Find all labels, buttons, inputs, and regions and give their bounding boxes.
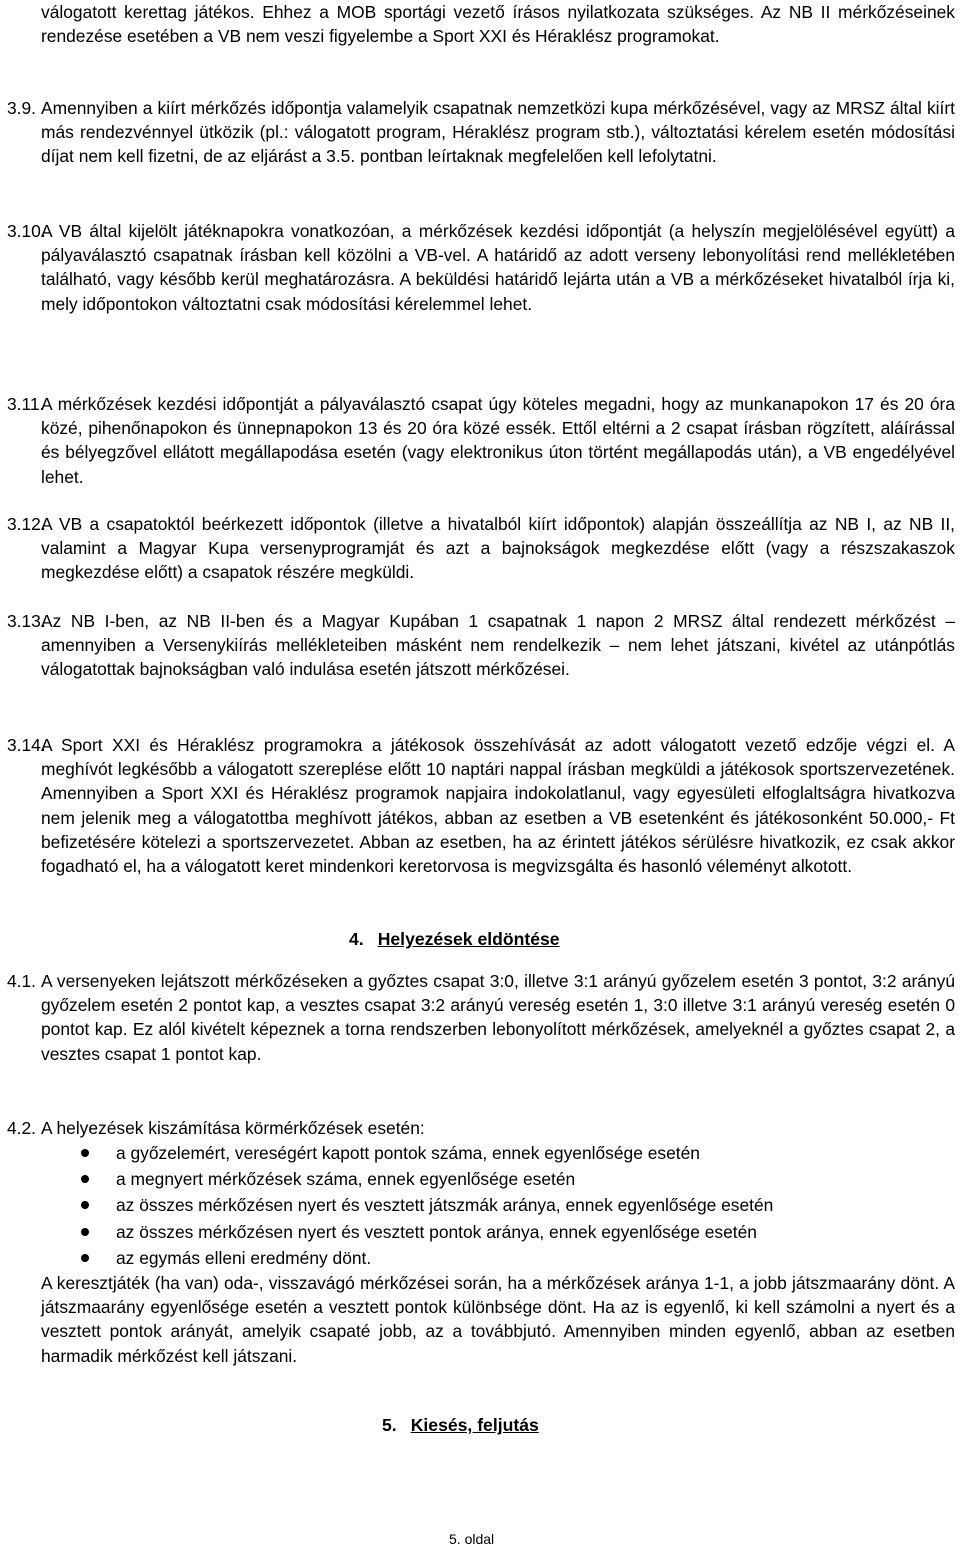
section-number: 3.12. xyxy=(7,514,46,534)
section-number: 3.14. xyxy=(7,735,46,755)
section-number: 3.10. xyxy=(7,221,46,241)
section-3-12 xyxy=(7,512,955,585)
bullet-icon xyxy=(81,1254,89,1262)
list-item: az összes mérkőzésen nyert és vesztett játszmák aránya, ennek egyenlősége esetén xyxy=(41,1192,955,1218)
bullet-icon xyxy=(81,1149,89,1157)
section-text: A mérkőzések kezdési időpontját a pályaválasztó csapat úgy köteles megadni, hogy az munkanapokon 17 és 20 óra közé, pihenőnapokon és ünnepnapokon 13 és 20 óra közé essék. Ettől eltérni a 2 csapat írásban rögzített, aláírással és bélyegzővel ellátott megállapodása esetén (vagy elektronikus úton történt megállapodás után), a VB engedélyével lehet. xyxy=(41,394,955,487)
section-number: 3.9. xyxy=(7,98,37,118)
section-text: A Sport XXI és Héraklész programokra a játékosok összehívását az adott válogatott vezető edzője végzi el. A meghívót legkésőbb a válogatott szereplése előtt 10 naptári nappal írásban megküldi a játékosok sportszervezetének. Amennyiben a Sport XXI és Héraklész programok napjaira indokolatlanul, vagy egyesületi elfoglaltságra hivatkozva nem jelenik meg a válogatottba meghívott játékos, abban az esetben a VB esetenként és játékosonként 50.000,- Ft befizetésére kötelezi a sportszervezetet. Abban az esetben, ha az érintett játékos sérülésre hivatkozik, ez csak akkor fogadható el, ha a válogatott keret mindenkori keretorvosa is megvizsgálta és hasonló véleményt alkotott. xyxy=(41,735,955,877)
bullet-icon xyxy=(81,1175,89,1183)
section-heading-5 xyxy=(382,1413,539,1437)
list-item: az egymás elleni eredmény dönt. xyxy=(41,1245,955,1271)
bullet-icon xyxy=(81,1228,89,1236)
list-item: a győzelemért, vereségért kapott pontok száma, ennek egyenlősége esetén xyxy=(41,1140,955,1166)
section-4-2 xyxy=(7,1116,955,1140)
section-3-14 xyxy=(7,733,955,878)
intro-paragraph xyxy=(41,0,955,48)
paragraph-text: A keresztjáték (ha van) oda-, visszavágó mérkőzései során, ha a mérkőzések aránya 1-1, a jobb játszmaarány dönt. A játszmaarány egyenlősége esetén a vesztett pontok különbsége dönt. Ha az is egyenlő, ki kell számolni a nyert és a vesztett pontok arányát, amelyik csapaté jobb, az a továbbjutó. Amennyiben minden egyenlő, abban az esetben harmadik mérkőzést kell játszani. xyxy=(41,1273,955,1366)
bullet-icon xyxy=(81,1201,89,1209)
section-text: A versenyeken lejátszott mérkőzéseken a győztes csapat 3:0, illetve 3:1 arányú győzelem esetén 3 pontot, 3:2 arányú győzelem esetén 2 pontot kap, a vesztes csapat 3:2 arányú vereség esetén 1, 3:0 illetve 3:1 arányú vereség esetén 0 pontot kap. Ez alól kivételt képeznek a torna rendszerben lebonyolított mérkőzések, amelyeknél a győztes csapat 2, a vesztes csapat 1 pontot kap. xyxy=(41,971,955,1064)
intro-text: válogatott kerettag játékos. Ehhez a MOB sportági vezető írásos nyilatkozata szükséges. Az NB II mérkőzéseinek rendezése esetében a VB nem veszi figyelembe a Sport XXI és Héraklész programokat. xyxy=(41,2,955,47)
heading-number: 4. xyxy=(349,929,364,949)
section-number: 3.11. xyxy=(7,394,45,414)
section-text: Amennyiben a kiírt mérkőzés időpontja valamelyik csapatnak nemzetközi kupa mérkőzésével, vagy az MRSZ által kiírt más rendezvénnyel ütközik (pl.: válogatott program, Héraklész program stb.), változtatási kérelem esetén módosítási díjat nem kell fizetni, de az eljárást a 3.5. pontban leírtaknak megfelelően kell lefolytatni. xyxy=(41,98,955,167)
section-3-10 xyxy=(7,219,955,316)
section-number: 3.13. xyxy=(7,611,46,631)
section-number: 4.2. xyxy=(7,1118,37,1138)
heading-title: Kiesés, feljutás xyxy=(410,1415,539,1435)
page-number: 5. oldal xyxy=(449,1531,495,1547)
section-text: A VB a csapatoktól beérkezett időpontok (illetve a hivatalból kiírt időpontok) alapján összeállítja az NB I, az NB II, valamint a Magyar Kupa versenyprogramját és azt a bajnokságok megkezdése előtt (vagy a részszakaszok megkezdése előtt) a csapatok részére megküldi. xyxy=(41,514,955,583)
heading-title: Helyezések eldöntése xyxy=(377,929,560,949)
section-text: Az NB I-ben, az NB II-ben és a Magyar Kupában 1 csapatnak 1 napon 2 MRSZ által rendezett mérkőzést – amennyiben a Versenykiírás mellékleteiben másként nem rendelkezik – nem lehet játszani, kivétel az utánpótlás válogatottak bajnokságban való indulása esetén játszott mérkőzései. xyxy=(41,611,955,680)
section-4-2-continuation xyxy=(41,1271,955,1368)
section-4-1 xyxy=(7,969,955,1066)
list-item: az összes mérkőzésen nyert és vesztett pontok aránya, ennek egyenlősége esetén xyxy=(41,1219,955,1245)
section-number: 4.1. xyxy=(7,971,37,991)
section-heading-4 xyxy=(349,927,560,951)
section-3-13 xyxy=(7,609,955,682)
section-text: A VB által kijelölt játéknapokra vonatkozóan, a mérkőzések kezdési időpontját (a helyszín megjelölésével együtt) a pályaválasztó csapatnak írásban kell közölni a VB-vel. A határidő az adott verseny lebonyolítási rend mellékletében található, vagy később kerül meghatározásra. A beküldési határidő lejárta után a VB a mérkőzéseket hivatalból írja ki, mely időpontokon változtatni csak módosítási kérelemmel lehet. xyxy=(41,221,955,314)
list-item: a megnyert mérkőzések száma, ennek egyenlősége esetén xyxy=(41,1166,955,1192)
criteria-list xyxy=(41,1140,955,1271)
section-3-11 xyxy=(7,392,955,489)
section-3-9 xyxy=(7,96,955,169)
heading-number: 5. xyxy=(382,1415,397,1435)
section-intro: A helyezések kiszámítása körmérkőzések esetén: xyxy=(41,1118,425,1138)
